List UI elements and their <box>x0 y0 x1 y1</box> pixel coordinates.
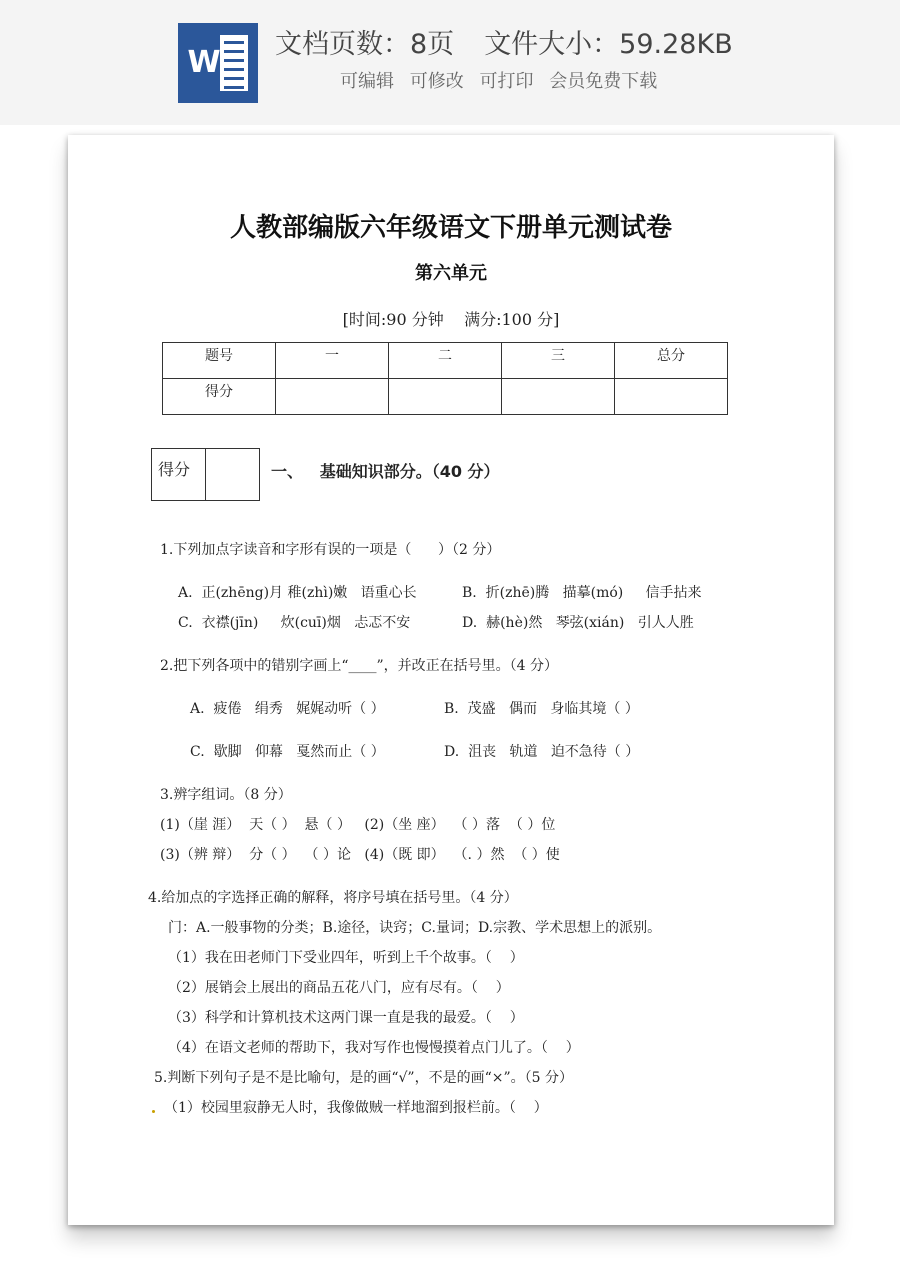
q1-option-b: B. 折(zhē)腾 描摹(mó) 信手拈来 <box>462 585 702 601</box>
score-cell <box>615 379 728 415</box>
q1-option-c: C. 衣襟(jīn) 炊(cuī)烟 忐忑不安 <box>178 615 411 631</box>
q2-option-d: D. 沮丧 轨道 迫不急待（ ） <box>444 744 640 760</box>
feature-editable: 可编辑 <box>340 71 394 92</box>
score-table-row <box>163 379 728 415</box>
q1-option-a: A. 正(zhēng)月 稚(zhì)嫩 语重心长 <box>178 585 417 601</box>
score-cell <box>389 379 502 415</box>
time-and-score-line: [时间:90 分钟 满分:100 分] <box>342 310 560 329</box>
file-info <box>275 22 733 61</box>
yellow-speck <box>152 1110 155 1113</box>
section-score-box <box>151 448 260 501</box>
score-table-header <box>163 343 728 379</box>
page-count: 文档页数：8页 <box>275 29 455 60</box>
q1-option-d: D. 赫(hè)然 琴弦(xián) 引人人胜 <box>462 615 694 631</box>
word-page-lines <box>220 35 248 91</box>
q4-item-4: （4）在语文老师的帮助下，我对写作也慢慢摸着点门儿了。（ ） <box>168 1040 580 1056</box>
q5-item-1: （1）校园里寂静无人时，我像做贼一样地溜到报栏前。（ ） <box>164 1100 548 1116</box>
score-box-blank <box>206 449 260 501</box>
feature-printable: 可打印 <box>479 71 534 92</box>
feature-free-download: 会员免费下载 <box>549 71 658 92</box>
feature-list <box>340 67 667 93</box>
q4-item-3: （3）科学和计算机技术这两门课一直是我的最爱。（ ） <box>168 1010 524 1026</box>
header-cell: 二 <box>389 343 502 379</box>
word-logo-letter: W <box>187 45 221 80</box>
question-5-stem: 5.判断下列句子是不是比喻句，是的画“√”，不是的画“×”。（5 分） <box>154 1070 573 1086</box>
question-4-stem: 4.给加点的字选择正确的解释，将序号填在括号里。（4 分） <box>148 890 518 906</box>
doc-title: 人教部编版六年级语文下册单元测试卷 <box>229 213 672 243</box>
file-size: 文件大小：59.28KB <box>484 29 733 60</box>
document-page <box>68 135 834 1225</box>
q3-row-1: (1)（崖 涯） 天（ ） 悬（ ） (2)（坐 座） （ ）落 （ ）位 <box>160 817 556 833</box>
download-banner <box>0 0 900 125</box>
row-label: 得分 <box>163 379 276 415</box>
question-3-stem: 3.辨字组词。（8 分） <box>160 787 292 803</box>
q4-definition: 门：A.一般事物的分类；B.途径，诀窍；C.量词；D.宗教、学术思想上的派别。 <box>168 920 662 936</box>
doc-subtitle: 第六单元 <box>415 263 487 284</box>
q2-option-c: C. 歇脚 仰幕 戛然而止（ ） <box>190 744 385 760</box>
score-table <box>162 342 728 415</box>
word-document-icon <box>178 23 258 103</box>
feature-modifiable: 可修改 <box>409 71 464 92</box>
q4-item-1: （1）我在田老师门下受业四年，听到上千个故事。（ ） <box>168 950 524 966</box>
score-box-label: 得分 <box>152 449 206 501</box>
question-2-stem: 2.把下列各项中的错别字画上“____”，并改正在括号里。（4 分） <box>160 658 559 674</box>
header-cell: 题号 <box>163 343 276 379</box>
q2-option-b: B. 茂盛 偶而 身临其境（ ） <box>444 701 639 717</box>
header-cell: 三 <box>502 343 615 379</box>
q4-item-2: （2）展销会上展出的商品五花八门，应有尽有。（ ） <box>168 980 510 996</box>
score-cell <box>502 379 615 415</box>
score-cell <box>276 379 389 415</box>
header-cell: 一 <box>276 343 389 379</box>
question-1-stem: 1.下列加点字读音和字形有误的一项是（ ）（2 分） <box>160 542 501 558</box>
section-heading: 一、 基础知识部分。（40 分） <box>271 462 500 481</box>
q3-row-2: (3)（辨 辩） 分（ ） （ ）论 (4)（既 即） （. ）然 （ ）使 <box>160 847 560 863</box>
header-cell: 总分 <box>615 343 728 379</box>
q2-option-a: A. 疲倦 绢秀 娓娓动听（ ） <box>190 701 385 717</box>
